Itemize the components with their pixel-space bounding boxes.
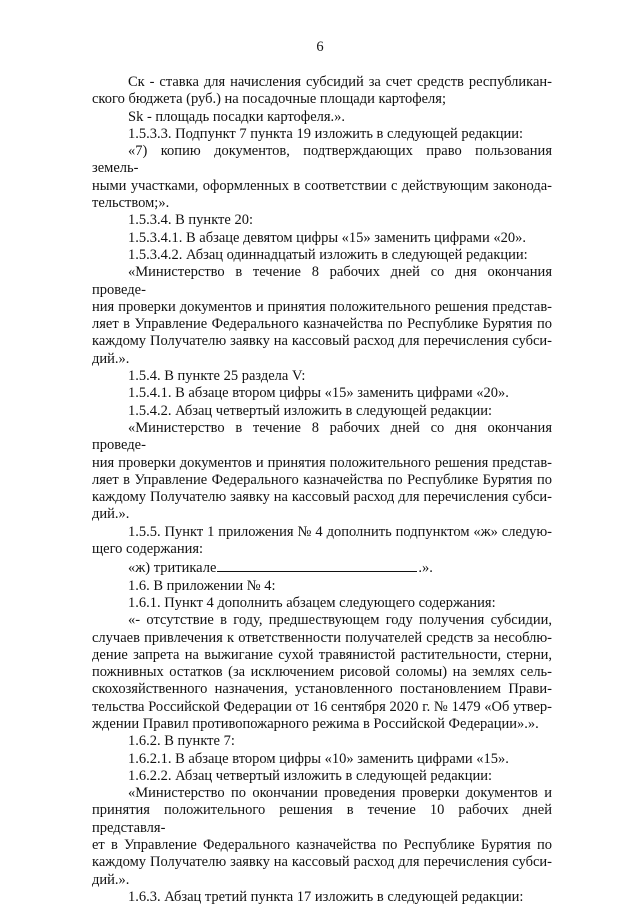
text-line: ляет в Управление Федерального казначейства по Республике Бурятия по: [92, 316, 552, 333]
text-line: 1.5.4. В пункте 25 раздела V:: [128, 368, 306, 385]
text-line: дий.».: [92, 350, 130, 367]
text-line: «7) копию документов, подтверждающих право пользования земель-: [92, 143, 552, 177]
text-line: 1.5.3.4. В пункте 20:: [128, 212, 253, 229]
text-line: 1.5.3.3. Подпункт 7 пункта 19 изложить в следующей редакции:: [128, 125, 524, 142]
text-line: ждении Правил противопожарного режима в Российской Федерации».».: [92, 715, 539, 732]
text-line: «- отсутствие в году, предшествующем году получения субсидии,: [128, 612, 552, 629]
text-line: принятия положительного решения в течение 10 рабочих дней представля-: [92, 802, 552, 836]
text-line: 1.5.3.4.2. Абзац одиннадцатый изложить в следующей редакции:: [128, 246, 528, 263]
text-line: дий.».: [92, 506, 130, 523]
text-line: тельством;».: [92, 195, 170, 212]
text-line: ния проверки документов и принятия положительного решения представ-: [92, 298, 552, 315]
text-line: 1.5.3.4.1. В абзаце девятом цифры «15» заменить цифрами «20».: [128, 229, 526, 246]
text-line: 1.6.2. В пункте 7:: [128, 733, 235, 750]
text-line: каждому Получателю заявку на кассовый расход для перечисления субси-: [92, 333, 552, 350]
text-line: 1.6.2.2. Абзац четвертый изложить в следующей редакции:: [128, 767, 493, 784]
text-line: Sk - площадь посадки картофеля.».: [128, 108, 346, 125]
text-line: ными участками, оформленных в соответствии с действующим законода-: [92, 177, 552, 194]
text-line: 1.5.4.1. В абзаце втором цифры «15» заменить цифрами «20».: [128, 385, 509, 402]
text-line: 1.6.2.1. В абзаце втором цифры «10» заменить цифрами «15».: [128, 750, 509, 767]
text-line: случаев привлечения к ответственности получателей средств за несоблю-: [92, 629, 552, 646]
text-line: тельства Российской Федерации от 16 сентября 2020 г. № 1479 «Об утвер-: [92, 698, 552, 715]
text-line: «Министерство по окончании проведения проверки документов и: [128, 785, 552, 802]
text-line: 1.6.1. Пункт 4 дополнить абзацем следующего содержания:: [128, 594, 496, 611]
text-line: 1.5.4.2. Абзац четвертый изложить в следующей редакции:: [128, 402, 493, 419]
text-line: щего содержания:: [92, 541, 204, 558]
text-line: скохозяйственного назначения, установленного постановлением Прави-: [92, 681, 552, 698]
document-body: [92, 74, 552, 906]
text-fragment: .».: [418, 560, 433, 577]
text-line: пожнивных остатков (за исключением рисовой соломы) на землях сель-: [92, 664, 552, 681]
text-line: ского бюджета (руб.) на посадочные площади картофеля;: [92, 91, 446, 108]
text-line: ния проверки документов и принятия положительного решения представ-: [92, 454, 552, 471]
text-line: каждому Получателю заявку на кассовый расход для перечисления субси-: [92, 854, 552, 871]
text-line: 1.5.5. Пункт 1 приложения № 4 дополнить подпунктом «ж» следую-: [128, 523, 552, 540]
text-line: дение запрета на выжигание сухой травянистой растительности, стерни,: [92, 646, 552, 663]
text-line: Ск - ставка для начисления субсидий за счет средств республикан-: [128, 74, 552, 90]
text-line: 1.6. В приложении № 4:: [128, 577, 276, 594]
text-line: 1.6.3. Абзац третий пункта 17 изложить в следующей редакции:: [128, 888, 524, 905]
blank-underline: [217, 558, 417, 572]
text-line: [92, 558, 552, 577]
text-line: каждому Получателю заявку на кассовый расход для перечисления субси-: [92, 489, 552, 506]
text-line: ет в Управление Федерального казначейства по Республике Бурятия по: [92, 837, 552, 854]
text-line: «Министерство в течение 8 рабочих дней со дня окончания проведе-: [92, 264, 552, 298]
text-line: дий.».: [92, 871, 130, 888]
page-number: 6: [316, 39, 324, 55]
text-line: ляет в Управление Федерального казначейства по Республике Бурятия по: [92, 471, 552, 488]
text-fragment: «ж) тритикале: [128, 560, 217, 577]
text-line: «Министерство в течение 8 рабочих дней со дня окончания проведе-: [92, 419, 552, 454]
